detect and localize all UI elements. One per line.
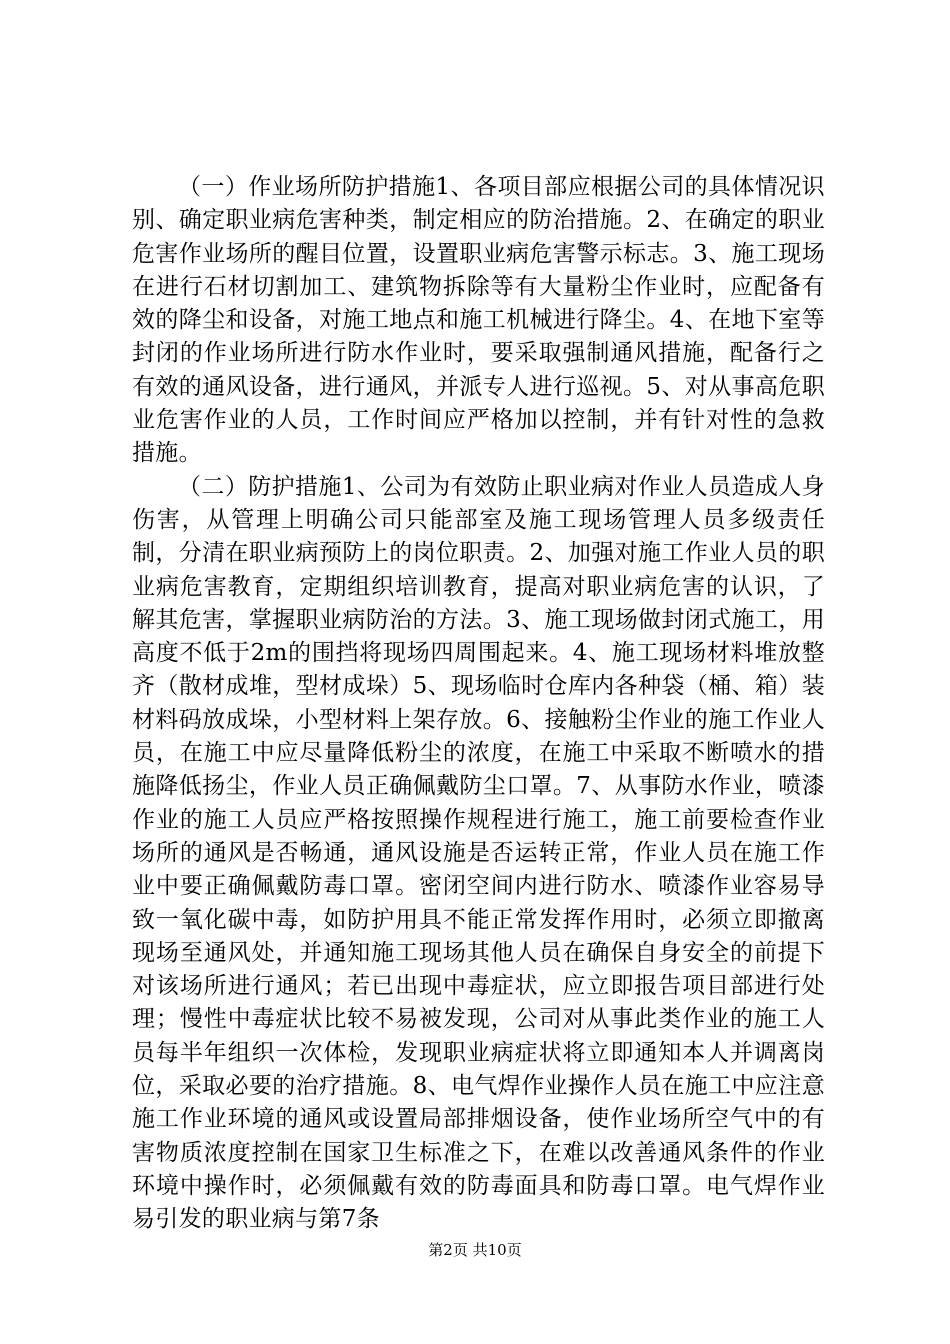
paragraph-protective-measures-workplace: （一）作业场所防护措施1、各项目部应根据公司的具体情况识别、确定职业病危害种类，制定相应的防治措施。2、在确定的职业危害作业场所的醒目位置，设置职业病危害警示标志。3、施工现场在进行石材切割加工、建筑物拆除等有大量粉尘作业时，应配备有效的降尘和设备，对施工地点和施工机械进行降尘。4、在地下室等封闭的作业场所进行防水作业时，要采取强制通风措施，配备行之有效的通风设备，进行通风，并派专人进行巡视。5、对从事高危职业危害作业的人员，工作时间应严格加以控制，并有针对性的急救措施。: [132, 174, 825, 467]
page-number-footer: 第2页 共10页: [428, 1241, 522, 1259]
paragraph-protective-measures: （二）防护措施1、公司为有效防止职业病对作业人员造成人身伤害，从管理上明确公司只能部室及施工现场管理人员多级责任制，分清在职业病预防上的岗位职责。2、加强对施工作业人员的职业病危害教育，定期组织培训教育，提高对职业病危害的认识，了解其危害，掌握职业病防治的方法。3、施工现场做封闭式施工，用高度不低于2m的围挡将现场四周围起来。4、施工现场材料堆放整齐（散材成堆，型材成垛）5、现场临时仓库内各种袋（桶、箱）装材料码放成垛，小型材料上架存放。6、接触粉尘作业的施工作业人员，在施工中应尽量降低粉尘的浓度，在施工中采取不断喷水的措施降低扬尘，作业人员正确佩戴防尘口罩。7、从事防水作业，喷漆作业的施工人员应严格按照操作规程进行施工，施工前要检查作业场所的通风是否畅通，通风设施是否运转正常，作业人员在施工作业中要正确佩戴防毒口罩。密闭空间内进行防水、喷漆作业容易导致一氧化碳中毒，如防护用具不能正常发挥作用时，必须立即撤离现场至通风处，并通知施工现场其他人员在确保自身安全的前提下对该场所进行通风；若已出现中毒症状，应立即报告项目部进行处理；慢性中毒症状比较不易被发现，公司对从事此类作业的施工人员每半年组织一次体检，发现职业病症状将立即通知本人并调离岗位，采取必要的治疗措施。8、电气焊作业操作人员在施工中应注意施工作业环境的通风或设置局部排烟设备，使作业场所空气中的有害物质浓度控制在国家卫生标准之下，在难以改善通风条件的作业环境中操作时，必须佩戴有效的防毒面具和防毒口罩。电气焊作业易引发的职业病与第7条: [132, 473, 825, 1233]
document-body: [132, 171, 825, 1237]
